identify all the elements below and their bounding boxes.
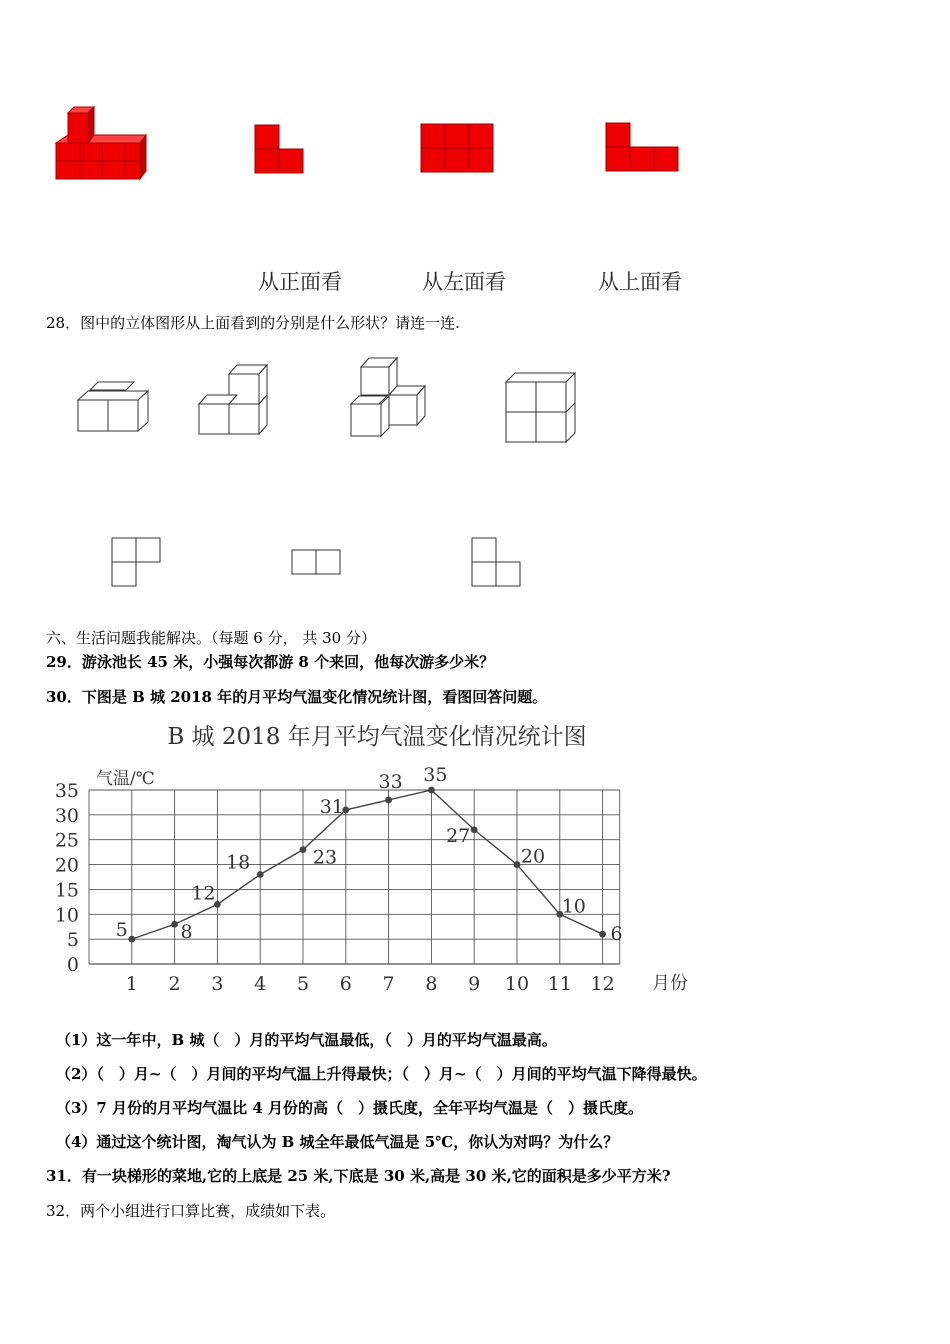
data-label: 27	[446, 824, 471, 847]
data-label: 33	[378, 770, 403, 793]
y-tick-label: 0	[66, 954, 79, 976]
data-label: 23	[312, 846, 338, 869]
chart-grid	[89, 790, 620, 964]
data-label: 5	[115, 919, 128, 942]
data-point	[300, 846, 307, 853]
question-28: 28．图中的立体图形从上面看到的分别是什么形状？请连一连.	[46, 314, 460, 332]
data-label: 12	[191, 882, 216, 905]
chart-data-labels	[116, 764, 623, 945]
cube-figure-1	[76, 378, 154, 434]
question-30-part-4: （4）通过这个统计图，淘气认为 B 城全年最低气温是 5℃，你认为对吗？为什么？	[56, 1133, 619, 1151]
question-31: 31．有一块梯形的菜地,它的上底是 25 米,下底是 30 米,高是 30 米,它的面积是多少平方米?	[46, 1167, 671, 1185]
chart-y-ticks	[55, 780, 79, 976]
data-point	[599, 931, 606, 938]
y-tick-label: 15	[54, 879, 79, 902]
y-tick-label: 30	[54, 804, 79, 827]
chart-x-ticks	[126, 973, 615, 995]
data-label: 6	[610, 923, 623, 946]
red-solid-figure	[50, 105, 160, 190]
front-view-shape	[254, 124, 306, 176]
question-29: 29．游泳池长 45 米，小强每次都游 8 个来回，他每次游多少米？	[46, 653, 495, 671]
question-32: 32．两个小组进行口算比赛，成绩如下表。	[46, 1202, 336, 1220]
x-tick-label: 4	[254, 973, 267, 995]
y-tick-label: 25	[54, 829, 79, 852]
data-label: 31	[319, 795, 344, 818]
x-tick-label: 3	[211, 973, 224, 995]
top-view-label: 从上面看	[598, 270, 682, 294]
cube-figure-3	[348, 356, 434, 440]
x-tick-label: 2	[168, 973, 181, 995]
x-tick-label: 6	[339, 973, 352, 995]
x-tick-label: 8	[425, 973, 438, 995]
question-30-part-3: （3）7 月份的月平均气温比 4 月份的高（ ）摄氏度，全年平均气温是（ ）摄氏度。	[56, 1099, 643, 1117]
data-label: 8	[180, 921, 193, 944]
x-tick-label: 1	[125, 973, 138, 995]
chart-y-label: 气温/℃	[96, 769, 155, 789]
front-view-label: 从正面看	[258, 270, 342, 294]
data-point	[128, 936, 135, 943]
cube-figure-4	[503, 370, 579, 446]
data-point	[471, 826, 478, 833]
data-point	[428, 787, 435, 794]
top-view-option-3	[470, 536, 524, 590]
data-point	[514, 861, 521, 868]
x-tick-label: 11	[547, 973, 572, 995]
data-label: 20	[520, 845, 546, 868]
data-point	[171, 921, 178, 928]
x-tick-label: 5	[296, 973, 310, 995]
question-30: 30．下图是 B 城 2018 年的月平均气温变化情况统计图，看图回答问题。	[46, 688, 548, 706]
chart-x-label: 月份	[652, 973, 688, 994]
x-tick-label: 12	[590, 973, 615, 995]
top-view-shape	[605, 122, 681, 174]
y-tick-label: 10	[54, 904, 79, 927]
data-label: 18	[226, 851, 251, 874]
x-tick-label: 9	[468, 973, 481, 995]
y-tick-label: 5	[66, 929, 79, 952]
data-point	[385, 797, 392, 804]
top-view-option-2	[290, 548, 344, 578]
data-label: 10	[561, 895, 586, 918]
y-tick-label: 35	[54, 780, 79, 802]
section-6-heading: 六、生活问题我能解决。（每题 6 分， 共 30 分）	[46, 629, 376, 647]
data-point	[257, 871, 264, 878]
left-view-shape	[420, 123, 496, 175]
cube-figure-2	[196, 362, 272, 438]
y-tick-label: 20	[54, 854, 79, 877]
x-tick-label: 7	[382, 973, 395, 995]
chart-title: B 城 2018 年月平均气温变化情况统计图	[167, 724, 587, 750]
left-view-label: 从左面看	[422, 270, 506, 294]
data-label: 35	[423, 764, 448, 786]
question-30-part-2: （2）（ ）月~（ ）月间的平均气温上升得最快；（ ）月~（ ）月间的平均气温下降得最快。	[56, 1065, 707, 1083]
top-view-option-1	[110, 536, 164, 590]
question-30-part-1: （1）这一年中，B 城（ ）月的平均气温最低，（ ）月的平均气温最高。	[56, 1031, 557, 1049]
x-tick-label: 10	[504, 973, 530, 995]
temperature-line-chart	[40, 718, 710, 1008]
